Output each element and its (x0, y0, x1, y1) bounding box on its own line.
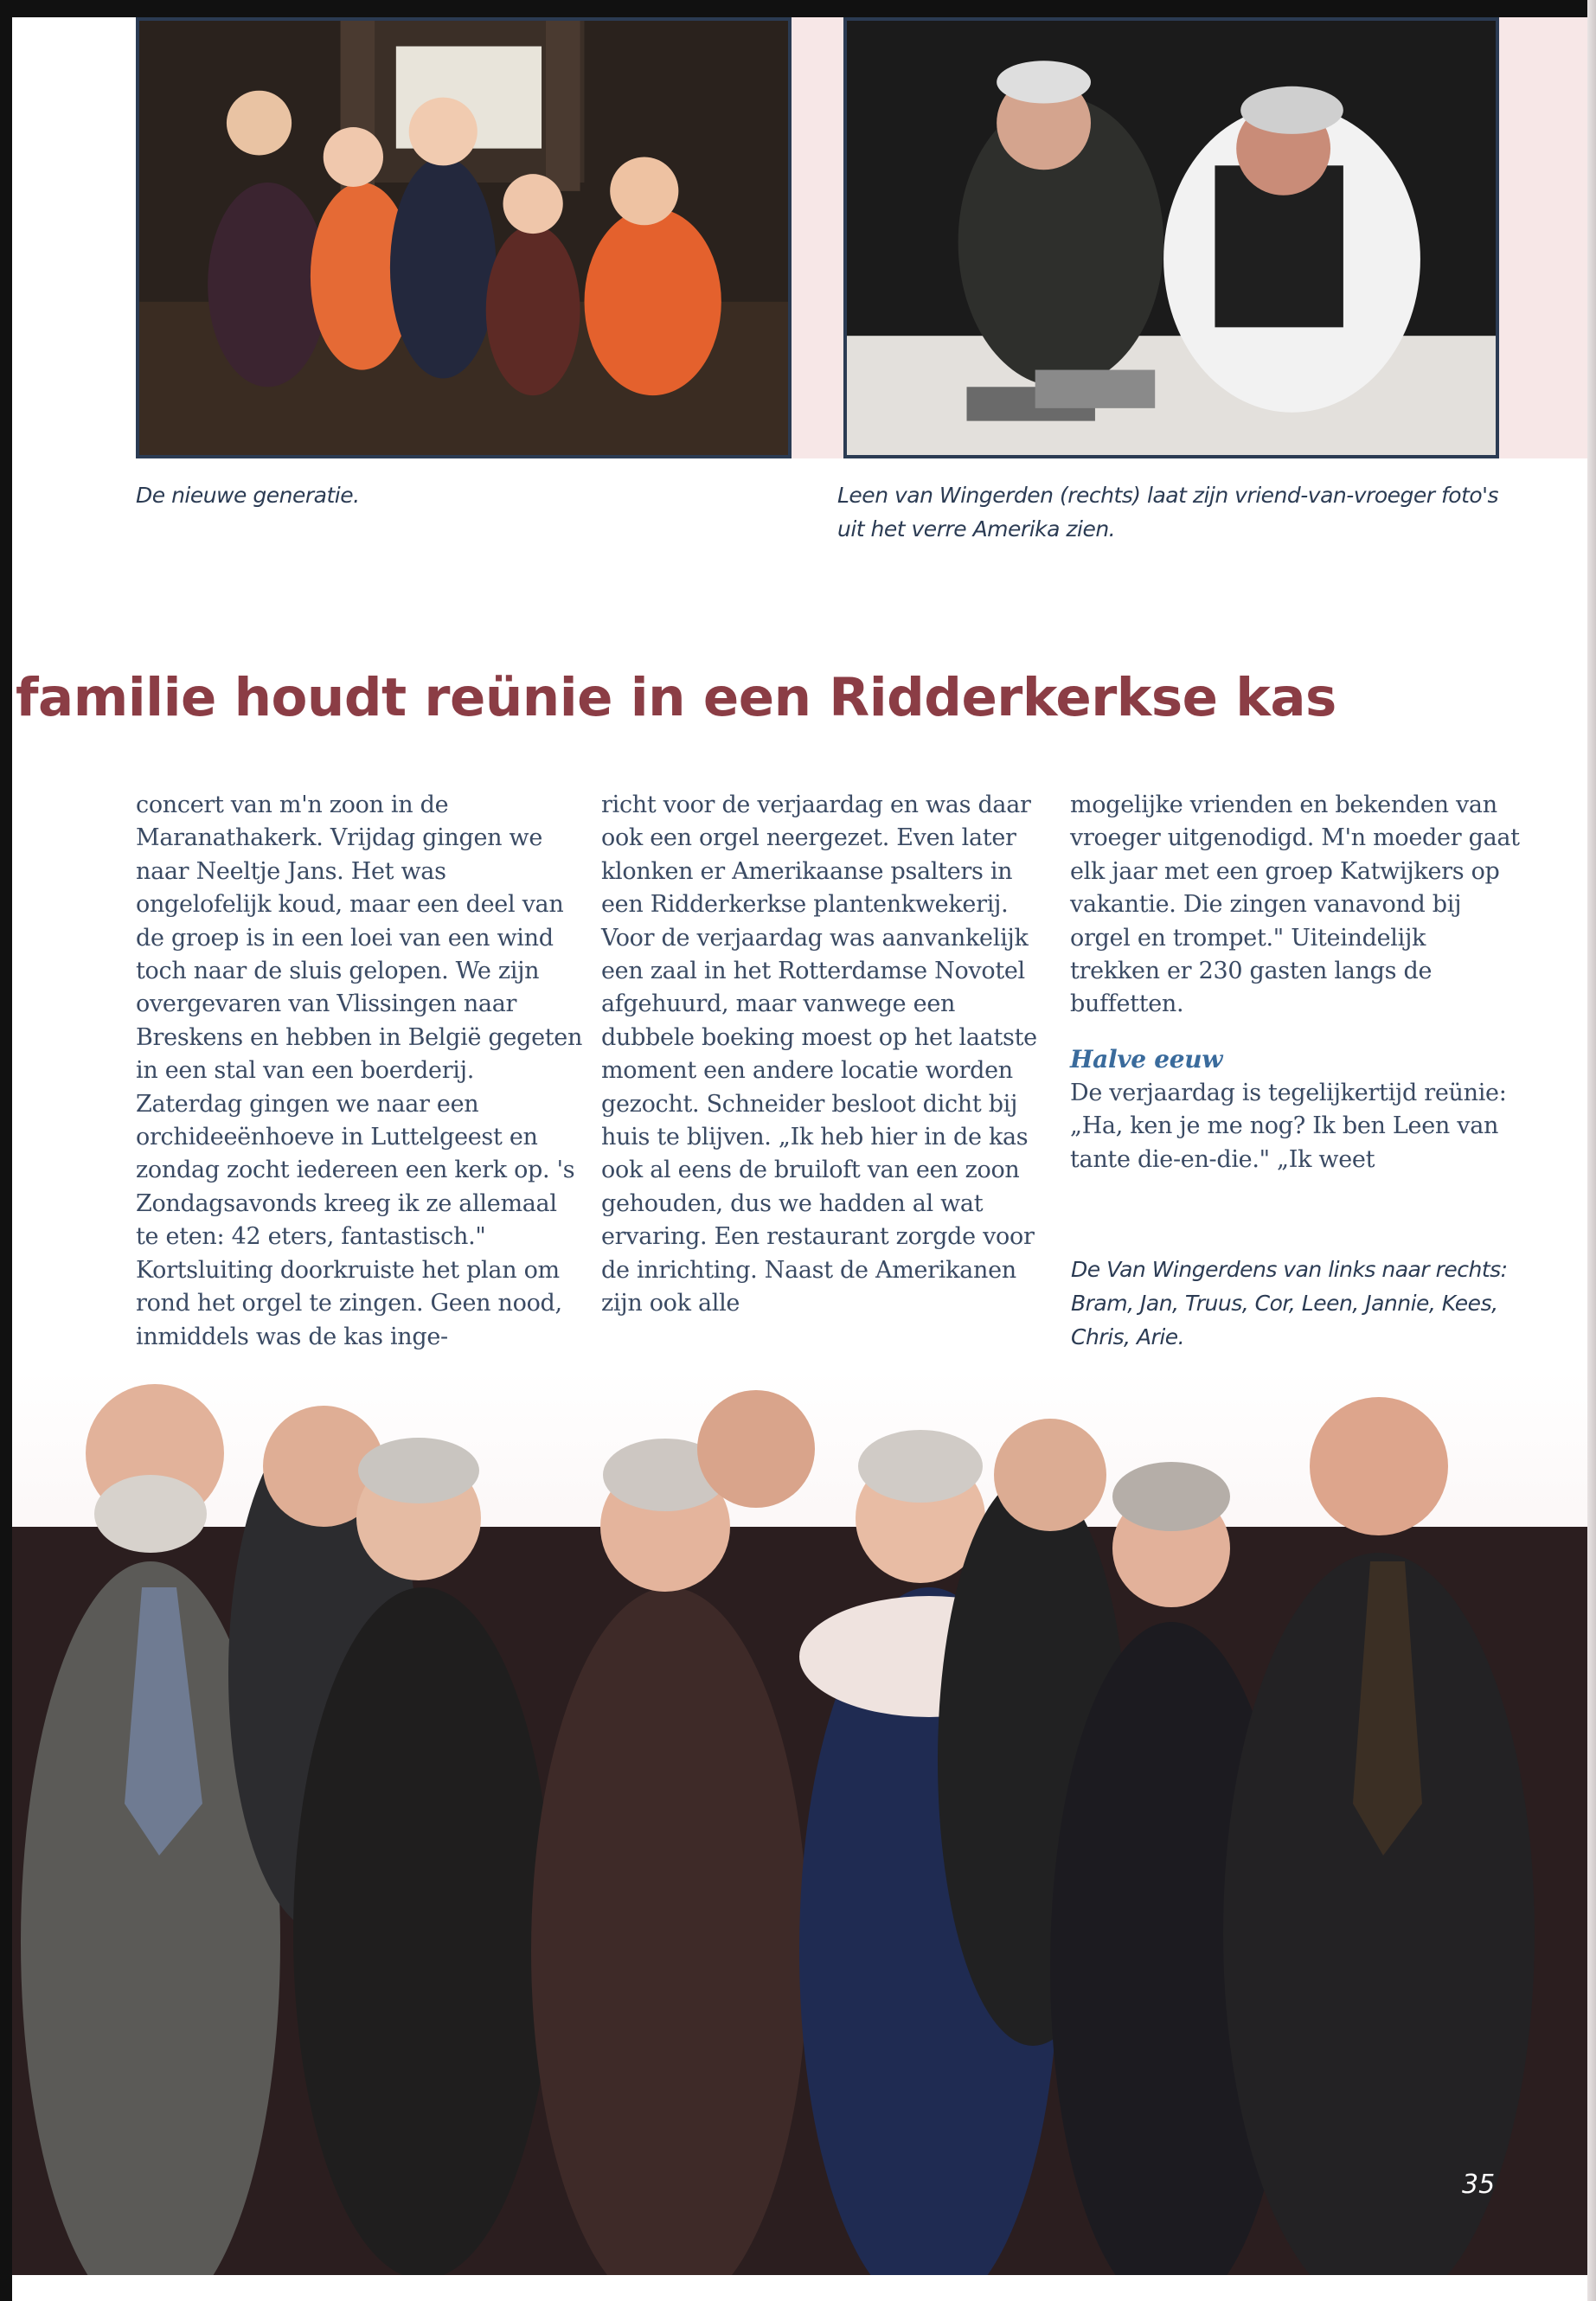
caption-men: Leen van Wingerden (rechts) laat zijn vriend-van-vroeger foto's uit het verre Amerika zien. (837, 483, 1499, 542)
caption-children: De nieuwe generatie. (136, 483, 360, 508)
column-1-text: concert van m'n zoon in de Maranathakerk. Vrijdag gingen we naar Neeltje Jans. Het was ongelofelijk koud, maar een deel van de groep is in een loei van een wind toch naar de sluis gelopen. We zijn overgevaren van Vlissingen naar Breskens en hebben in België gegeten in een stal van een boerderij. Zaterdag gingen we naar een orchideeënhoeve in Luttelgeest en zondag zocht iedereen een kerk op. 's Zondagsavonds kreeg ik ze allemaal te eten: 42 eters, fantastisch." Kortsluiting doorkruiste het plan om rond het orgel te zingen. Geen nood, inmiddels was de kas inge- (136, 792, 583, 1350)
scan-edge-right (1587, 0, 1596, 2301)
photo-right-band (1499, 17, 1587, 458)
text-column-2 (601, 789, 1051, 1321)
article-headline: familie houdt reünie in een Ridderkerkse kas (16, 667, 1336, 728)
photo-children-organ (136, 17, 792, 458)
photo-family-group (12, 1371, 1587, 2275)
column-3-paragraph-2: De verjaardag is tegelijkertijd reünie: „Ha, ken je me nog? Ik ben Leen van tante die-en-die." „Ik weet (1070, 1079, 1507, 1173)
page-number: 35 (1462, 2170, 1496, 2200)
scan-edge-left (0, 0, 12, 2301)
column-2-text: richt voor de verjaardag en was daar ook een orgel neergezet. Even later klonken er Amerikaanse psalters in een Ridderkerkse plantenkwekerij. Voor de verjaardag was aanvankelijk een zaal in het Rotterdamse Novotel afgehuurd, maar vanwege een dubbele boeking moest op het laatste moment een andere locatie worden gezocht. Schneider besloot dicht bij huis te blijven. „Ik heb hier in de kas ook al eens de bruiloft van een zoon gehouden, dus we hadden al wat ervaring. Een restaurant zorgde voor de inrichting. Naast de Amerikanen zijn ook alle (601, 792, 1037, 1317)
scan-edge-top (0, 0, 1596, 17)
photo-gap-band (791, 17, 844, 458)
column-3-paragraph-1: mogelijke vrienden en bekenden van vroeger uitgenodigd. M'n moeder gaat elk jaar met een groep Katwijkers op vakantie. Die zingen vanavond bij orgel en trompet." Uiteindelijk trekken er 230 gasten langs de buffetten. (1070, 792, 1520, 1018)
text-column-1 (136, 789, 586, 1354)
caption-group: De Van Wingerdens van links naar rechts: Bram, Jan, Truus, Cor, Leen, Jannie, Kees, Chris, Arie. (1071, 1257, 1508, 1349)
text-column-3 (1070, 789, 1520, 1176)
subhead-halve-eeuw: Halve eeuw (1070, 1044, 1223, 1074)
photo-men-photos (843, 17, 1499, 458)
